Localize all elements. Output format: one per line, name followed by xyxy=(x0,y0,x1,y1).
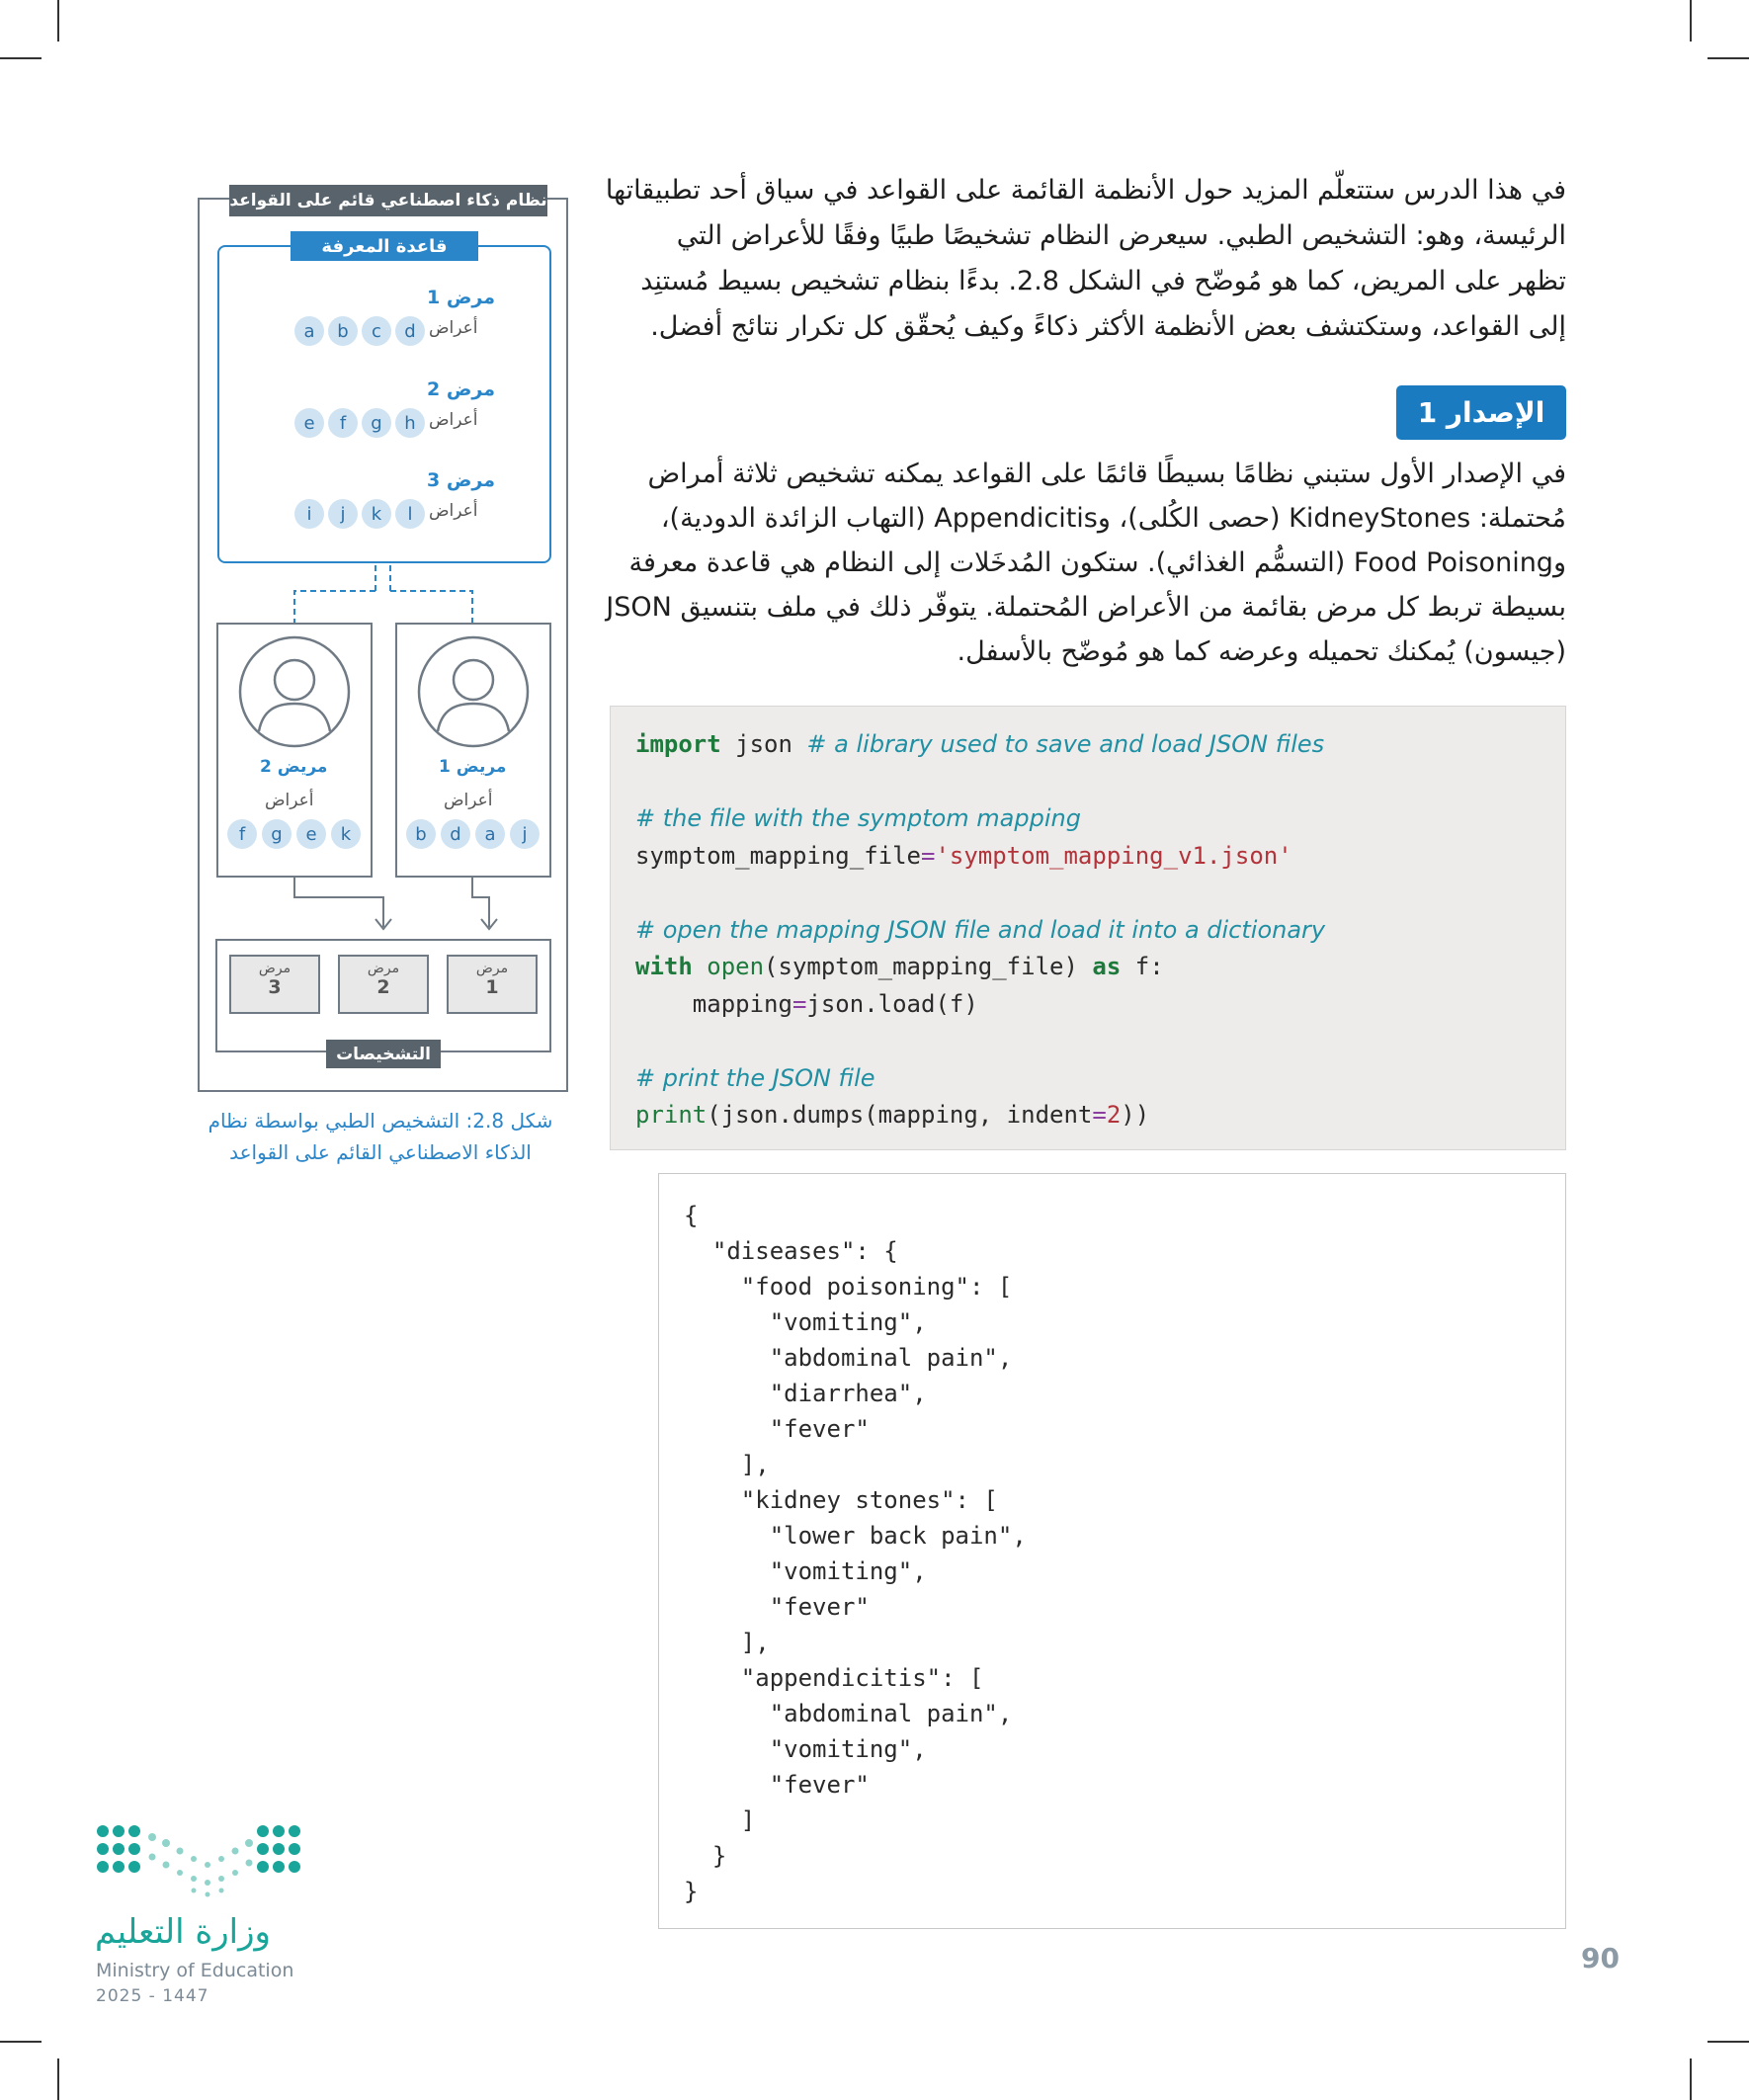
diagnosis-label: مرض xyxy=(475,961,509,976)
diagnosis-box-3 xyxy=(229,955,320,1014)
symptom-bubble: i xyxy=(294,499,324,529)
crop-mark xyxy=(1690,0,1692,42)
symptom-bubble: l xyxy=(395,499,425,529)
patient-avatar-icon xyxy=(237,634,352,749)
code-keyword: import xyxy=(635,730,721,758)
json-output-block xyxy=(658,1173,1566,1929)
code-keyword: with xyxy=(635,953,693,980)
ministry-name-arabic: وزارة التعليم xyxy=(95,1912,271,1952)
output-line: "vomiting", xyxy=(684,1735,927,1763)
code-line xyxy=(635,986,1565,1024)
code-line xyxy=(635,1060,1565,1098)
symptom-bubble: h xyxy=(395,408,425,438)
code-block xyxy=(610,706,1566,1150)
page-number: 90 xyxy=(1581,1942,1620,1974)
code-text: json xyxy=(720,730,807,758)
diagnosis-box-1 xyxy=(447,955,538,1014)
knowledge-base-title: قاعدة المعرفة xyxy=(291,231,478,261)
version-1-line: بسيطة تربط كل مرض بقائمة من الأعراض المُحتملة. يتوفّر ذلك في ملف بتنسيق JSON xyxy=(606,592,1566,623)
code-text: f: xyxy=(1121,953,1164,980)
patient-avatar-icon xyxy=(416,634,531,749)
diagnosis-number: 3 xyxy=(268,976,282,998)
code-comment: # the file with the symptom mapping xyxy=(635,804,1081,832)
code-number: 2 xyxy=(1106,1101,1122,1129)
year-label: 2025 - 1447 xyxy=(96,1986,209,2006)
code-text: json.load(f) xyxy=(806,989,978,1018)
output-line: "fever" xyxy=(684,1415,870,1443)
code-text: (symptom_mapping_file) xyxy=(764,953,1093,980)
disease-3-label: مرض 3 xyxy=(427,469,495,491)
patient-2-label: مريض 2 xyxy=(260,757,328,777)
code-comment: # a library used to save and load JSON files xyxy=(806,730,1325,758)
code-operator: = xyxy=(920,841,936,870)
code-operator: = xyxy=(791,989,807,1018)
version-1-line: وFood Poisoning (التسمُّم الغذائي). ستكون المُدخَلات إلى النظام هي قاعدة معرفة xyxy=(628,547,1566,578)
patient-1-symptoms-label: أعراض xyxy=(444,791,493,810)
code-line xyxy=(635,949,1565,986)
disease-2-symptoms-label: أعراض xyxy=(429,410,478,430)
diagnosis-number: 2 xyxy=(376,976,390,998)
output-line: "lower back pain", xyxy=(684,1522,1027,1550)
code-line xyxy=(635,875,1565,912)
code-builtin: open xyxy=(707,953,765,980)
output-line: "food poisoning": [ xyxy=(684,1273,1013,1301)
code-line xyxy=(635,838,1565,876)
ministry-logo-icon xyxy=(95,1823,312,1900)
code-operator: = xyxy=(1092,1101,1107,1129)
output-line: "abdominal pain", xyxy=(684,1700,1013,1727)
intro-line: تظهر على المريض، كما هو مُوضّح في الشكل 2.8. بدءًا بنظام تشخيص بسيط مُستنِد xyxy=(640,266,1566,296)
code-string: 'symptom_mapping_v1.json' xyxy=(935,841,1292,870)
intro-line: الرئيسة، وهو: التشخيص الطبي. سيعرض النظام تشخيصًا طبيًا وفقًا للأعراض التي xyxy=(676,220,1566,251)
disease-2-label: مرض 2 xyxy=(427,378,495,400)
patient-1-label: مريض 1 xyxy=(439,757,507,777)
code-line xyxy=(635,1097,1565,1134)
output-line: } xyxy=(684,1878,699,1905)
symptom-bubble: g xyxy=(262,819,292,849)
diagnoses-title: التشخيصات xyxy=(326,1040,441,1068)
disease-1-label: مرض 1 xyxy=(427,287,495,308)
output-line: { xyxy=(684,1202,699,1229)
crop-mark xyxy=(0,2041,42,2043)
code-comment: # print the JSON file xyxy=(635,1063,875,1092)
diagnosis-label: مرض xyxy=(367,961,400,976)
version-1-line: في الإصدار الأول ستبني نظامًا بسيطًا قائمًا على القواعد يمكنه تشخيص ثلاثة أمراض xyxy=(647,459,1566,489)
symptom-bubble: j xyxy=(510,819,540,849)
symptom-bubble: b xyxy=(328,316,358,346)
output-line: "vomiting", xyxy=(684,1308,927,1336)
symptom-bubble: f xyxy=(328,408,358,438)
code-line xyxy=(635,726,1565,764)
version-1-heading: الإصدار 1 xyxy=(1396,385,1566,440)
output-line: ] xyxy=(684,1806,756,1834)
code-line xyxy=(635,1023,1565,1060)
crop-mark xyxy=(57,2058,59,2100)
output-line: "abdominal pain", xyxy=(684,1344,1013,1372)
code-line xyxy=(635,912,1565,950)
intro-line: في هذا الدرس ستتعلّم المزيد حول الأنظمة القائمة على القواعد في سياق أحد تطبيقاتها xyxy=(605,175,1566,206)
crop-mark xyxy=(1707,57,1749,59)
symptom-bubble: a xyxy=(475,819,505,849)
code-text: symptom_mapping_file xyxy=(635,841,921,870)
crop-mark xyxy=(0,57,42,59)
symptom-bubble: k xyxy=(331,819,361,849)
symptom-bubble: c xyxy=(362,316,391,346)
caption-line: شكل 2.8: التشخيص الطبي بواسطة نظام xyxy=(208,1109,553,1133)
disease-3-symptoms-label: أعراض xyxy=(429,501,478,521)
crop-mark xyxy=(1707,2041,1749,2043)
figure-title: نظام ذكاء اصطناعي قائم على القواعد xyxy=(229,185,547,216)
symptom-bubble: a xyxy=(294,316,324,346)
symptom-bubble: d xyxy=(395,316,425,346)
symptom-bubble: b xyxy=(406,819,436,849)
code-text: )) xyxy=(1121,1101,1150,1129)
version-1-line: (جيسون) يُمكنك تحميله وعرضه كما هو مُوضّح بالأسفل. xyxy=(957,636,1566,667)
output-line: ], xyxy=(684,1629,770,1656)
output-line: "diarrhea", xyxy=(684,1380,927,1407)
intro-paragraph xyxy=(603,168,1566,350)
crop-mark xyxy=(1690,2058,1692,2100)
symptom-bubble: g xyxy=(362,408,391,438)
caption-line: الذكاء الاصطناعي القائم على القواعد xyxy=(229,1140,532,1164)
symptom-bubble: j xyxy=(328,499,358,529)
symptom-bubble: e xyxy=(296,819,326,849)
output-line: ], xyxy=(684,1451,770,1478)
code-text: (json.dumps(mapping, indent xyxy=(707,1101,1093,1129)
output-line: } xyxy=(684,1842,727,1870)
diagnosis-number: 1 xyxy=(485,976,499,998)
diagnosis-label: مرض xyxy=(258,961,292,976)
code-comment: # open the mapping JSON file and load it into a dictionary xyxy=(635,915,1326,944)
version-1-line: مُحتملة: KidneyStones (حصى الكُلى)، وAppendicitis (التهاب الزائدة الدودية)، xyxy=(660,503,1566,534)
code-line xyxy=(635,800,1565,838)
figure-caption xyxy=(198,1105,563,1168)
diagnosis-box-2 xyxy=(338,955,429,1014)
output-line: "kidney stones": [ xyxy=(684,1486,998,1514)
output-line: "fever" xyxy=(684,1593,870,1621)
output-line: "diseases": { xyxy=(684,1237,898,1265)
symptom-bubble: k xyxy=(362,499,391,529)
version-1-paragraph xyxy=(603,452,1566,674)
symptom-bubble: f xyxy=(227,819,257,849)
code-text: mapping xyxy=(635,989,792,1018)
patient-2-symptoms-label: أعراض xyxy=(265,791,314,810)
code-keyword: as xyxy=(1092,953,1122,980)
output-line: "vomiting", xyxy=(684,1557,927,1585)
symptom-bubble: d xyxy=(441,819,470,849)
intro-line: إلى القواعد، وستكتشف بعض الأنظمة الأكثر ذكاءً وكيف يُحقّق كل تكرار نتائج أفضل. xyxy=(650,311,1566,342)
code-builtin: print xyxy=(635,1101,708,1129)
output-line: "fever" xyxy=(684,1771,870,1799)
output-line: "appendicitis": [ xyxy=(684,1664,984,1692)
code-line xyxy=(635,764,1565,801)
disease-1-symptoms-label: أعراض xyxy=(429,318,478,338)
crop-mark xyxy=(57,0,59,42)
ministry-name-english: Ministry of Education xyxy=(96,1960,294,1981)
symptom-bubble: e xyxy=(294,408,324,438)
